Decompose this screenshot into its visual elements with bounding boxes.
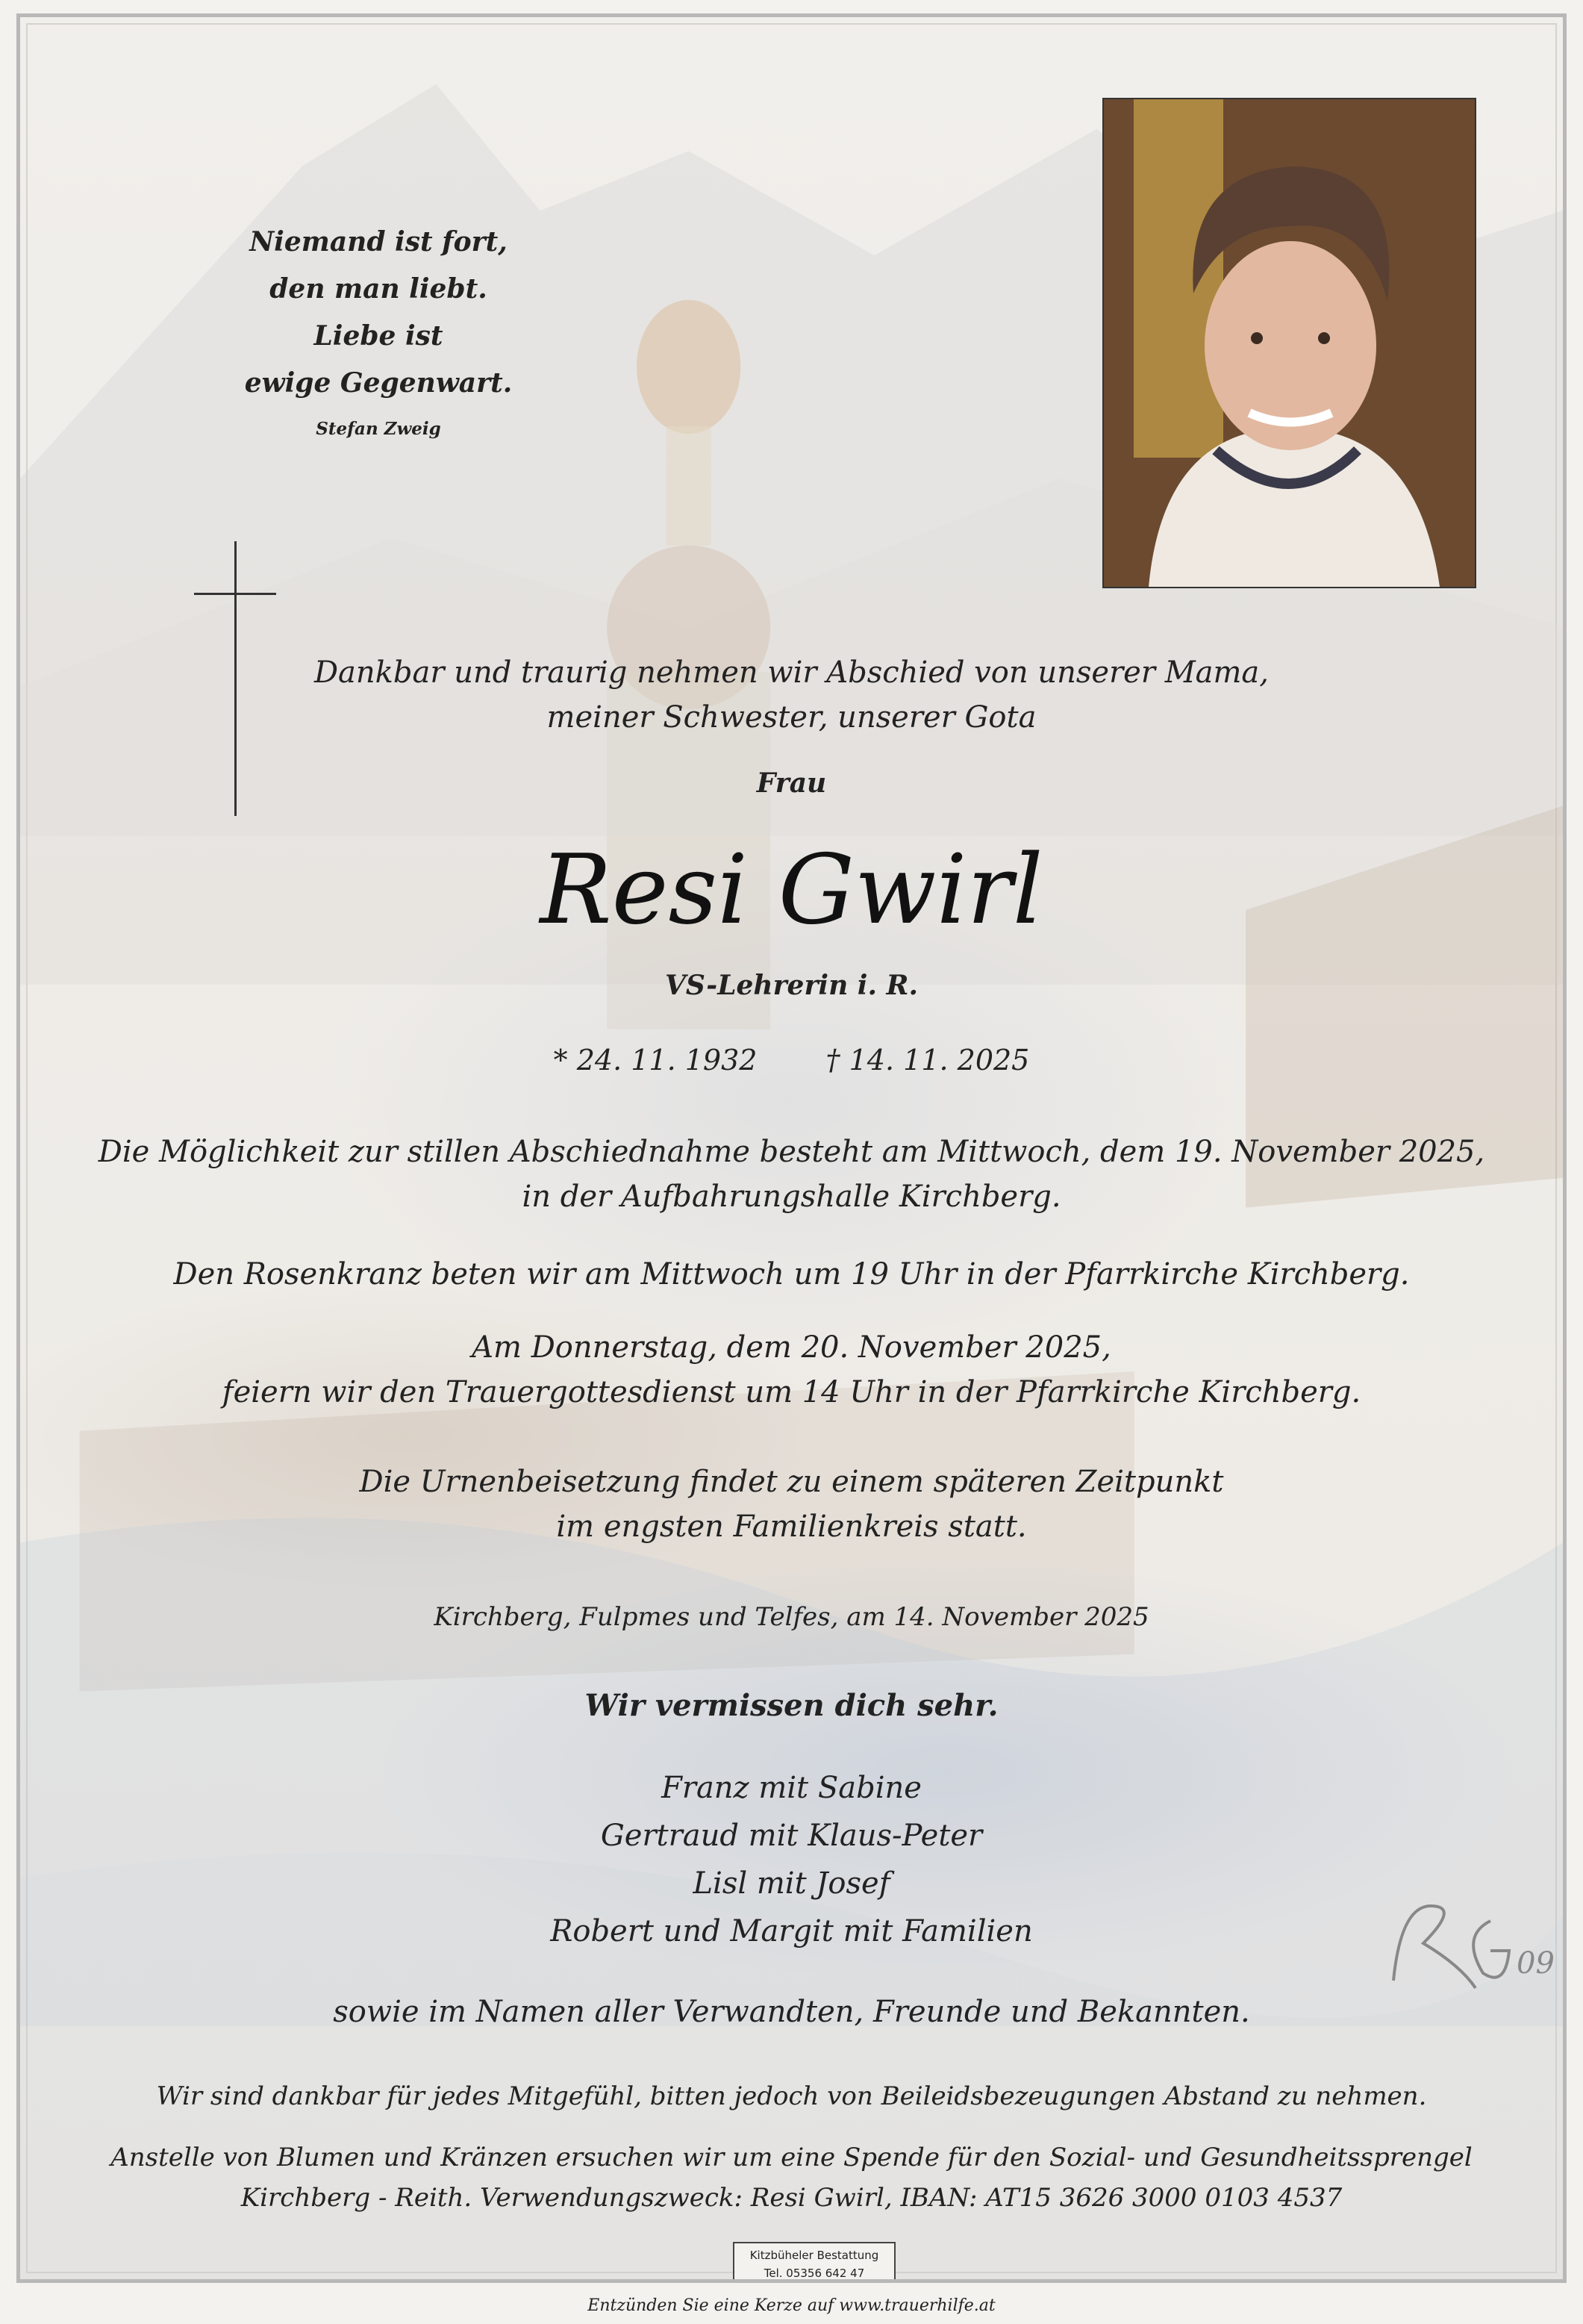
quote-line: den man liebt. (269, 273, 487, 305)
urn-line: im engsten Familienkreis statt. (556, 1510, 1027, 1544)
occupation: VS-Lehrerin i. R. (665, 970, 918, 1001)
urn-line: Die Urnenbeisetzung findet zu einem späteren Zeitpunkt (359, 1465, 1224, 1499)
rosary-paragraph: Den Rosenkranz beten wir am Mittwoch um 19 Uhr in der Pfarrkirche Kirchberg. (173, 1257, 1410, 1292)
intro-text (20, 650, 1563, 740)
quote-block (169, 219, 587, 452)
service-line: Am Donnerstag, dem 20. November 2025, (472, 1330, 1111, 1365)
funeral-home-phone: Tel. 05356 642 47 (764, 2267, 865, 2280)
quote-line: Niemand ist fort, (249, 226, 508, 258)
family-member: Robert und Margit mit Familien (550, 1914, 1033, 1948)
service-paragraph (20, 1325, 1563, 1415)
intro-line: meiner Schwester, unserer Gota (546, 700, 1037, 735)
viewing-line: Die Möglichkeit zur stillen Abschiednahme besteht am Mittwoch, dem 19. November 2025, (98, 1135, 1485, 1169)
urn-paragraph (20, 1459, 1563, 1549)
life-dates (20, 1044, 1563, 1077)
quote-line: Liebe ist (313, 320, 443, 352)
quote-author: Stefan Zweig (316, 419, 441, 439)
svg-text:09: 09 (1517, 1946, 1555, 1981)
funeral-home-name: Kitzbüheler Bestattung (749, 2249, 879, 2262)
service-line: feiern wir den Trauergottesdienst um 14 Uhr in der Pfarrkirche Kirchberg. (222, 1375, 1361, 1409)
miss-line: Wir vermissen dich sehr. (584, 1688, 999, 1723)
viewing-line: in der Aufbahrungshalle Kirchberg. (522, 1180, 1061, 1214)
portrait-photo (1102, 98, 1476, 588)
funeral-home-stamp (733, 2242, 896, 2283)
obituary-card (16, 13, 1567, 2283)
family-member: Gertraud mit Klaus-Peter (600, 1819, 983, 1853)
viewing-paragraph (20, 1130, 1563, 1219)
family-list (20, 1764, 1563, 1955)
family-member: Franz mit Sabine (661, 1771, 922, 1805)
donation-paragraph (20, 2137, 1563, 2218)
deceased-name: Resi Gwirl (540, 835, 1043, 946)
donation-line: Kirchberg - Reith. Verwendungszweck: Resi Gwirl, IBAN: AT15 3626 3000 0103 4537 (240, 2183, 1343, 2213)
salutation: Frau (756, 767, 827, 799)
relatives-line: sowie im Namen aller Verwandten, Freunde und Bekannten. (333, 1995, 1250, 2029)
death-date: † 14. 11. 2025 (825, 1044, 1030, 1077)
thanks-line: Wir sind dankbar für jedes Mitgefühl, bitten jedoch von Beileidsbezeugungen Abstand zu nehmen. (156, 2081, 1427, 2111)
intro-line: Dankbar und traurig nehmen wir Abschied von unserer Mama, (313, 655, 1269, 690)
quote-line: ewige Gegenwart. (244, 367, 513, 399)
donation-line: Anstelle von Blumen und Kränzen ersuchen wir um eine Spende für den Sozial- und Gesundheitssprengel (110, 2143, 1473, 2172)
family-member: Lisl mit Josef (693, 1866, 890, 1901)
birth-date: * 24. 11. 1932 (553, 1044, 758, 1077)
footer-link[interactable]: Entzünden Sie eine Kerze auf www.trauerhilfe.at (587, 2296, 996, 2315)
place-date: Kirchberg, Fulpmes und Telfes, am 14. November 2025 (434, 1602, 1149, 1632)
